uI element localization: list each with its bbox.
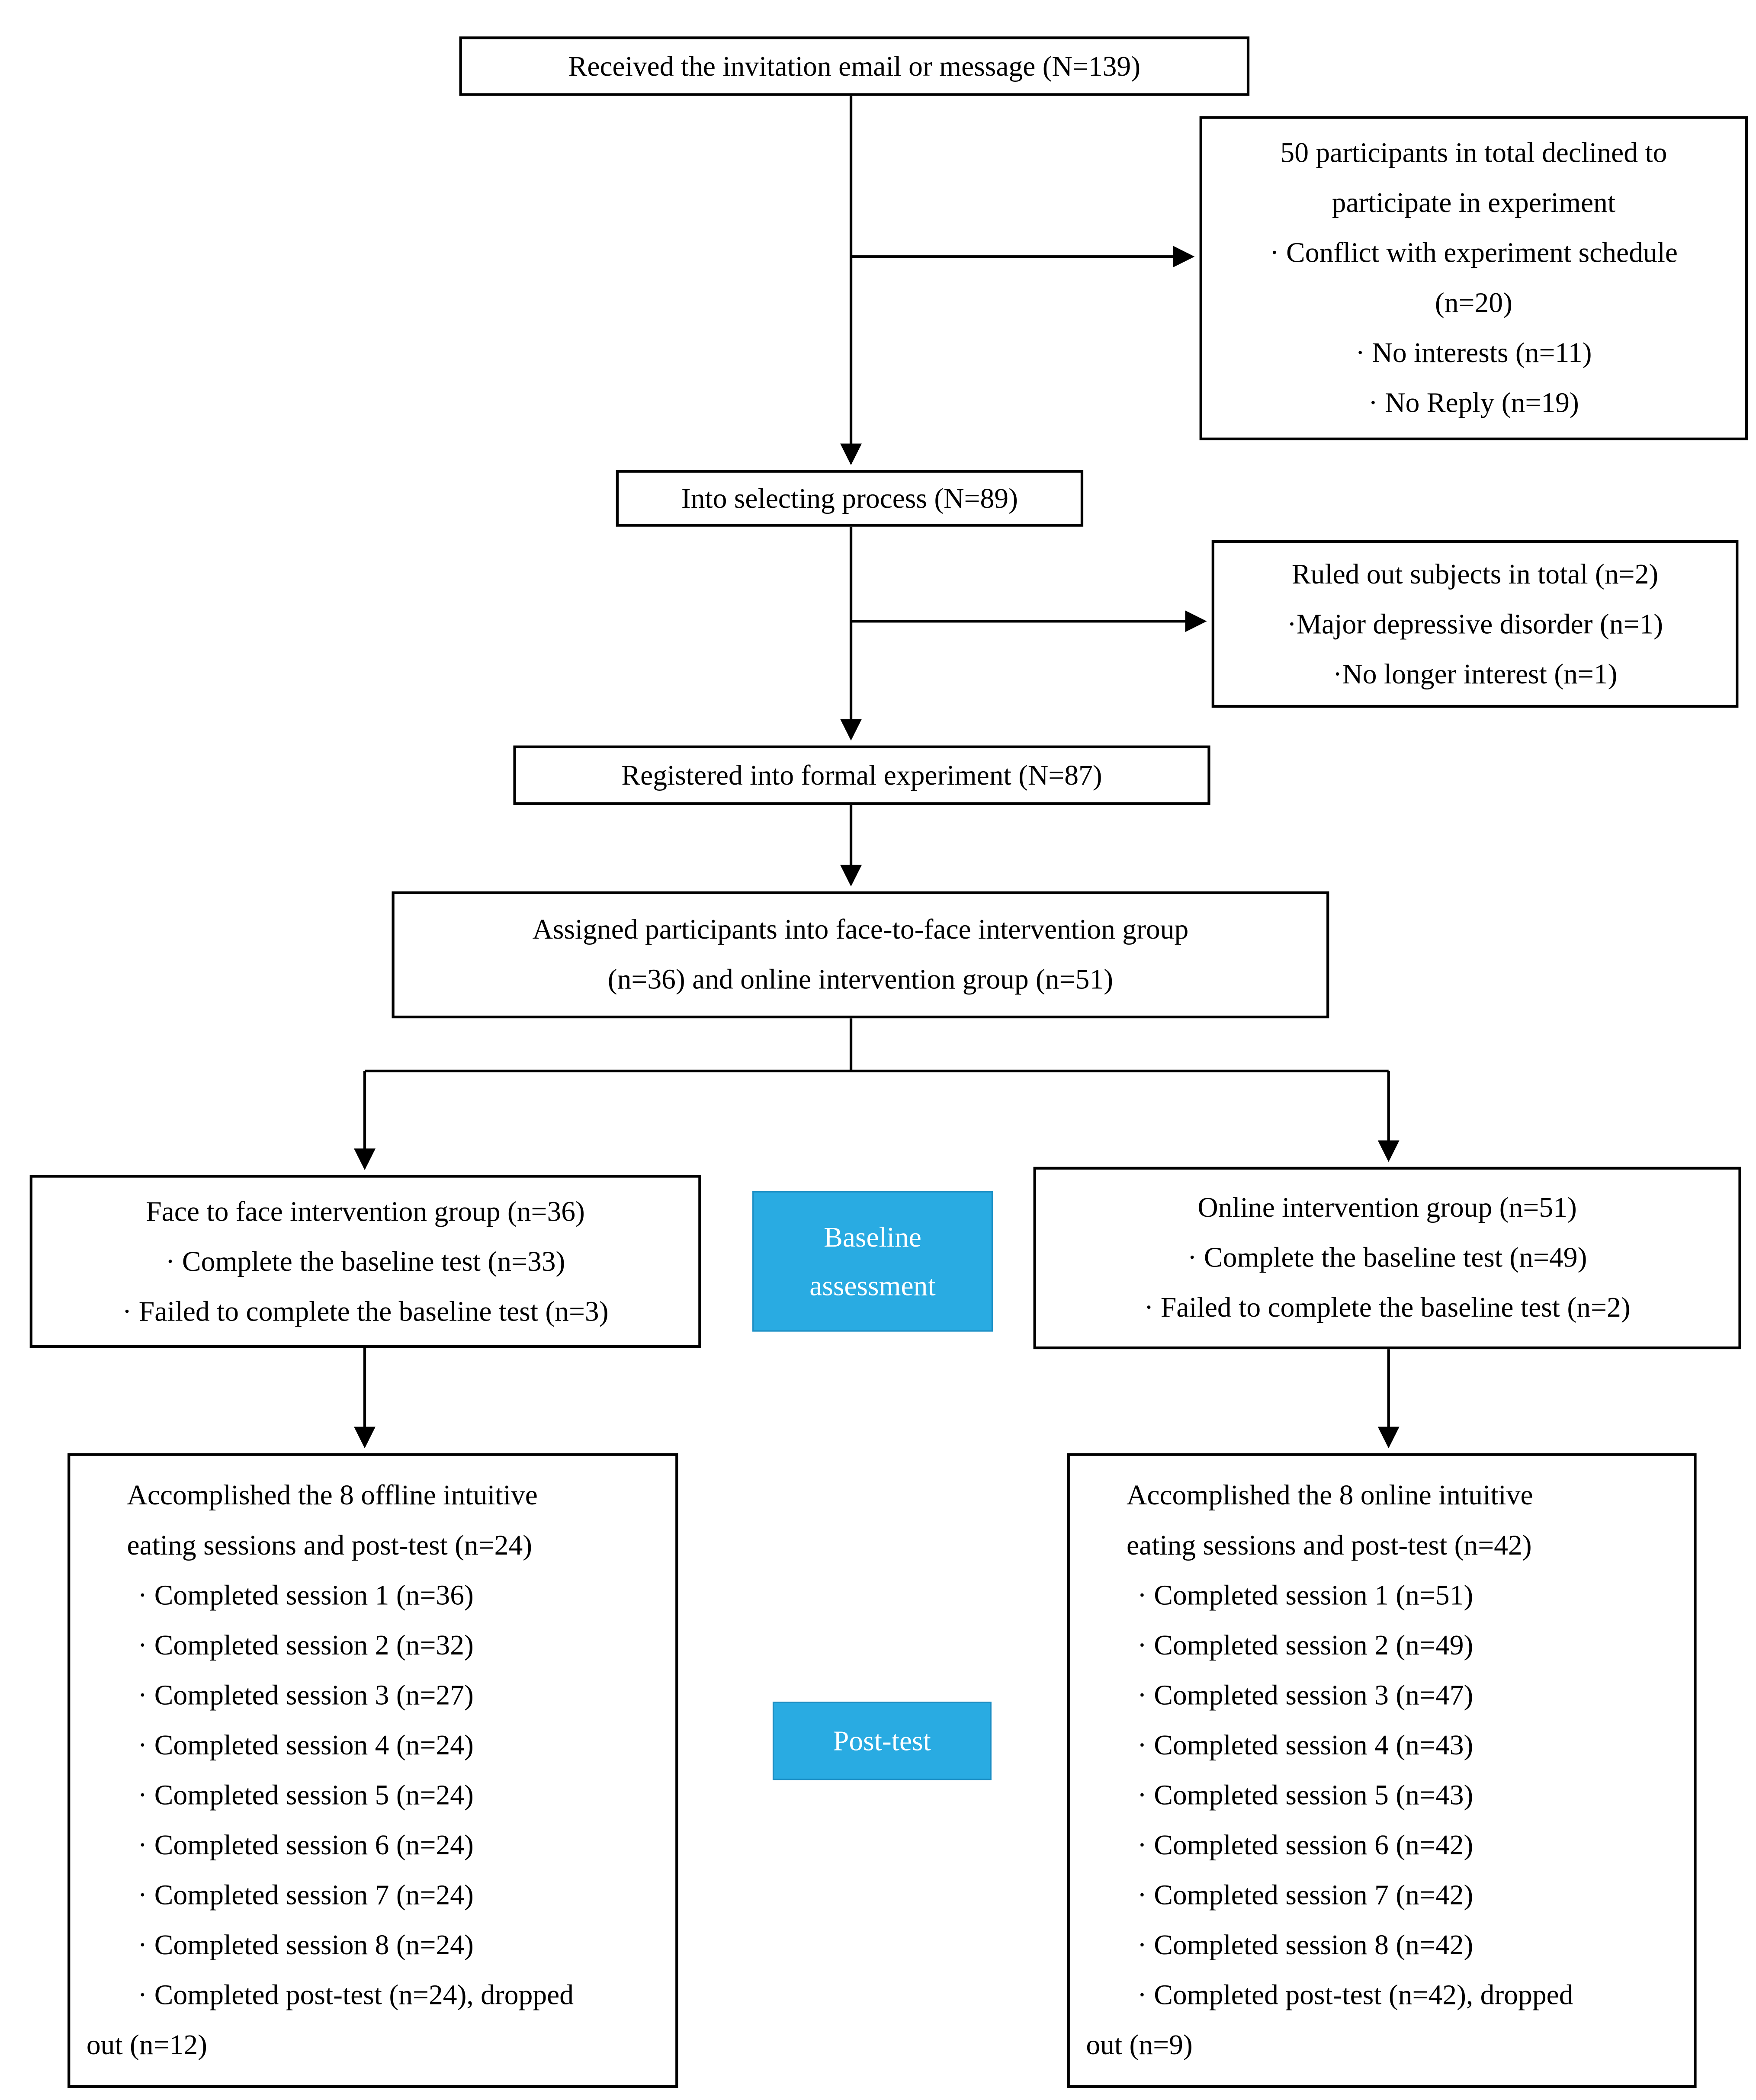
box-registered-text: Registered into formal experiment (N=87) (621, 758, 1102, 791)
box-registered (513, 746, 1210, 805)
online-group-line: · Complete the baseline test (n=49) (1187, 1241, 1587, 1274)
offline-session-item: · Completed session 2 (n=32) (138, 1629, 474, 1661)
offline-session-item: · Completed session 3 (n=27) (138, 1679, 474, 1711)
baseline-label-line: assessment (809, 1269, 936, 1302)
offline-sessions-title-line: eating sessions and post-test (n=24) (127, 1529, 533, 1561)
online-session-item: · Completed session 8 (n=42) (1137, 1928, 1473, 1961)
online-group-line: · Failed to complete the baseline test (n=2) (1144, 1291, 1631, 1324)
online-sessions-dropout-line: out (n=9) (1086, 2028, 1193, 2061)
ruled-out-line: ·Major depressive disorder (n=1) (1287, 607, 1663, 640)
offline-sessions-title-line: Accomplished the 8 offline intuitive (127, 1478, 538, 1511)
label-post-test (773, 1702, 992, 1780)
box-received-invitation (459, 36, 1250, 96)
box-assigned (392, 891, 1329, 1018)
online-session-item: · Completed session 2 (n=49) (1137, 1629, 1473, 1661)
box-online-sessions (1067, 1453, 1697, 2088)
online-session-item: · Completed session 1 (n=51) (1137, 1578, 1473, 1611)
assigned-line: Assigned participants into face-to-face intervention group (532, 913, 1189, 946)
online-session-item: · Completed session 7 (n=42) (1137, 1879, 1473, 1911)
online-session-item: · Completed session 6 (n=42) (1137, 1828, 1473, 1861)
f2f-group-line: · Complete the baseline test (n=33) (165, 1244, 565, 1277)
baseline-label-line: Baseline (824, 1221, 921, 1254)
declined-line: · No Reply (n=19) (1368, 386, 1579, 419)
ruled-out-line: Ruled out subjects in total (n=2) (1291, 557, 1659, 590)
assigned-line: (n=36) and online intervention group (n=51) (607, 963, 1114, 996)
offline-sessions-dropout-line: out (n=12) (86, 2028, 208, 2061)
box-selecting-text: Into selecting process (N=89) (681, 481, 1018, 514)
box-f2f-group (30, 1175, 701, 1348)
online-session-item: · Completed session 4 (n=43) (1137, 1728, 1473, 1761)
declined-line: participate in experiment (1332, 186, 1616, 219)
online-session-item: · Completed post-test (n=42), dropped (1137, 1978, 1573, 2011)
ruled-out-line: ·No longer interest (n=1) (1332, 657, 1618, 689)
box-online-group (1034, 1167, 1741, 1350)
offline-session-item: · Completed session 4 (n=24) (138, 1728, 474, 1761)
offline-session-item: · Completed session 6 (n=24) (138, 1828, 474, 1861)
label-baseline-assessment (752, 1191, 993, 1332)
offline-session-item: · Completed session 5 (n=24) (138, 1779, 474, 1811)
online-sessions-title-line: eating sessions and post-test (n=42) (1126, 1529, 1532, 1561)
post-test-label-text: Post-test (833, 1725, 931, 1757)
online-group-line: Online intervention group (n=51) (1197, 1191, 1577, 1224)
box-selecting-process (616, 470, 1083, 527)
box-ruled-out (1212, 540, 1739, 708)
offline-session-item: · Completed post-test (n=24), dropped (138, 1978, 574, 2011)
f2f-group-line: · Failed to complete the baseline test (n=3) (122, 1294, 609, 1327)
online-sessions-title-line: Accomplished the 8 online intuitive (1126, 1478, 1533, 1511)
online-session-item: · Completed session 5 (n=43) (1137, 1779, 1473, 1811)
declined-line: · No interests (n=11) (1355, 336, 1592, 369)
offline-session-item: · Completed session 1 (n=36) (138, 1578, 474, 1611)
box-offline-sessions (67, 1453, 678, 2088)
box-received-text: Received the invitation email or message (N=139) (568, 49, 1141, 82)
f2f-group-line: Face to face intervention group (n=36) (146, 1194, 585, 1227)
declined-line: (n=20) (1435, 286, 1512, 319)
offline-session-item: · Completed session 7 (n=24) (138, 1879, 474, 1911)
declined-line: 50 participants in total declined to (1280, 136, 1667, 169)
offline-session-item: · Completed session 8 (n=24) (138, 1928, 474, 1961)
box-declined (1200, 116, 1748, 440)
declined-line: · Conflict with experiment schedule (1269, 236, 1678, 269)
online-session-item: · Completed session 3 (n=47) (1137, 1679, 1473, 1711)
